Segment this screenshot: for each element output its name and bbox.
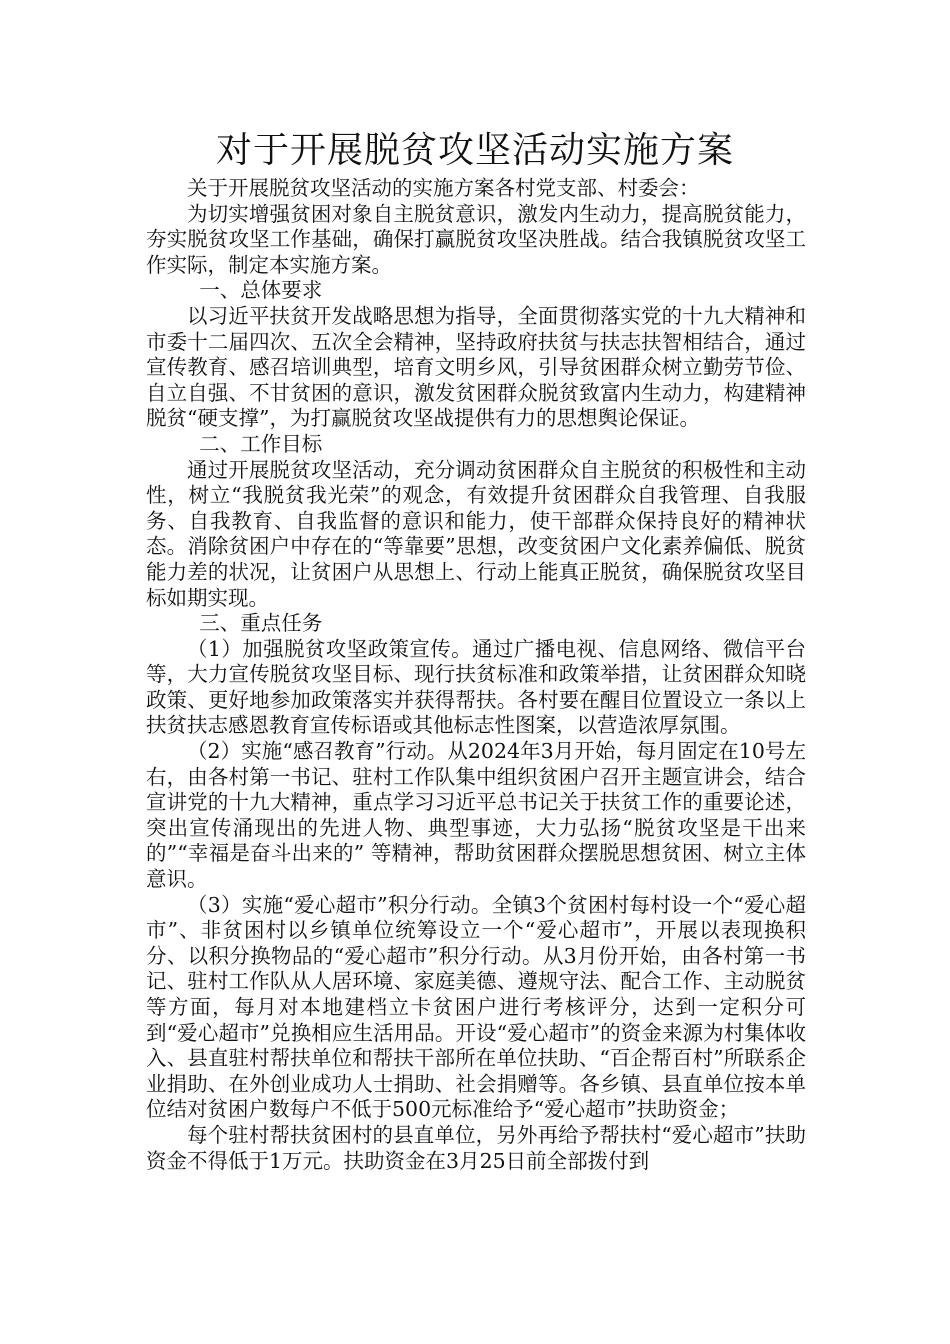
document-body	[146, 176, 806, 1174]
salutation-paragraph: 关于开展脱贫攻坚活动的实施方案各村党支部、村委会：	[187, 176, 700, 200]
intro-paragraph: 为切实增强贫困对象自主脱贫意识，激发内生动力，提高脱贫能力，夯实脱贫攻坚工作基础，确保打赢脱贫攻坚决胜战。结合我镇脱贫攻坚工作实际，制定本实施方案。	[146, 201, 806, 277]
task-1-paragraph: （1）加强脱贫攻坚政策宣传。通过广播电视、信息网络、微信平台等，大力宣传脱贫攻坚目标、现行扶贫标准和政策举措，让贫困群众知晓政策、更好地参加政策落实并获得帮扶。各村要在醒目位置设立一条以上扶贫扶志感恩教育宣传标语或其他标志性图案，以营造浓厚氛围。	[146, 636, 806, 738]
work-goals-paragraph: 通过开展脱贫攻坚活动，充分调动贫困群众自主脱贫的积极性和主动性，树立“我脱贫我光荣”的观念，有效提升贫困群众自我管理、自我服务、自我教育、自我监督的意识和能力，使干部群众保持良好的精神状态。消除贫困户中存在的“等靠要”思想，改变贫困户文化素养偏低、脱贫能力差的状况，让贫困户从思想上、行动上能真正脱贫，确保脱贫攻坚目标如期实现。	[146, 457, 806, 610]
task-3-paragraph: （3）实施“爱心超市”积分行动。全镇3个贫困村每村设一个“爱心超市”、非贫困村以乡镇单位统筹设立一个“爱心超市”，开展以表现换积分、以积分换物品的“爱心超市”积分行动。从3月份开始，由各村第一书记、驻村工作队从人居环境、家庭美德、遵规守法、配合工作、主动脱贫等方面，每月对本地建档立卡贫困户进行考核评分，达到一定积分可到“爱心超市”兑换相应生活用品。开设“爱心超市”的资金来源为村集体收入、县直驻村帮扶单位和帮扶干部所在单位扶助、“百企帮百村”所联系企业捐助、在外创业成功人士捐助、社会捐赠等。各乡镇、县直单位按本单位结对贫困户数每户不低于500元标准给予“爱心超市”扶助资金；	[146, 892, 806, 1122]
task-2-paragraph: （2）实施“感召教育”行动。从2024年3月开始，每月固定在10号左右，由各村第一书记、驻村工作队集中组织贫困户召开主题宣讲会，结合宣讲党的十九大精神，重点学习习近平总书记关于扶贫工作的重要论述，突出宣传涌现出的先进人物、典型事迹，大力弘扬“脱贫攻坚是干出来的”“幸福是奋斗出来的” 等精神，帮助贫困群众摆脱思想贫困、树立主体意识。	[146, 739, 806, 892]
section-heading-general-requirements: 一、总体要求	[199, 278, 323, 303]
document-title: 对于开展脱贫攻坚活动实施方案	[215, 130, 734, 171]
task-3-continuation-paragraph: 每个驻村帮扶贫困村的县直单位，另外再给予帮扶村“爱心超市”扶助资金不得低于1万元。扶助资金在3月25日前全部拨付到	[146, 1122, 806, 1173]
section-heading-work-goals: 二、工作目标	[199, 431, 323, 456]
general-requirements-paragraph: 以习近平扶贫开发战略思想为指导，全面贯彻落实党的十九大精神和市委十二届四次、五次全会精神，坚持政府扶贫与扶志扶智相结合，通过宣传教育、感召培训典型，培育文明乡风，引导贫困群众树立勤劳节俭、自立自强、不甘贫困的意识，激发贫困群众脱贫致富内生动力，构建精神脱贫“硬支撑”，为打赢脱贫攻坚战提供有力的思想舆论保证。	[146, 303, 806, 431]
section-heading-key-tasks: 三、重点任务	[199, 611, 323, 636]
